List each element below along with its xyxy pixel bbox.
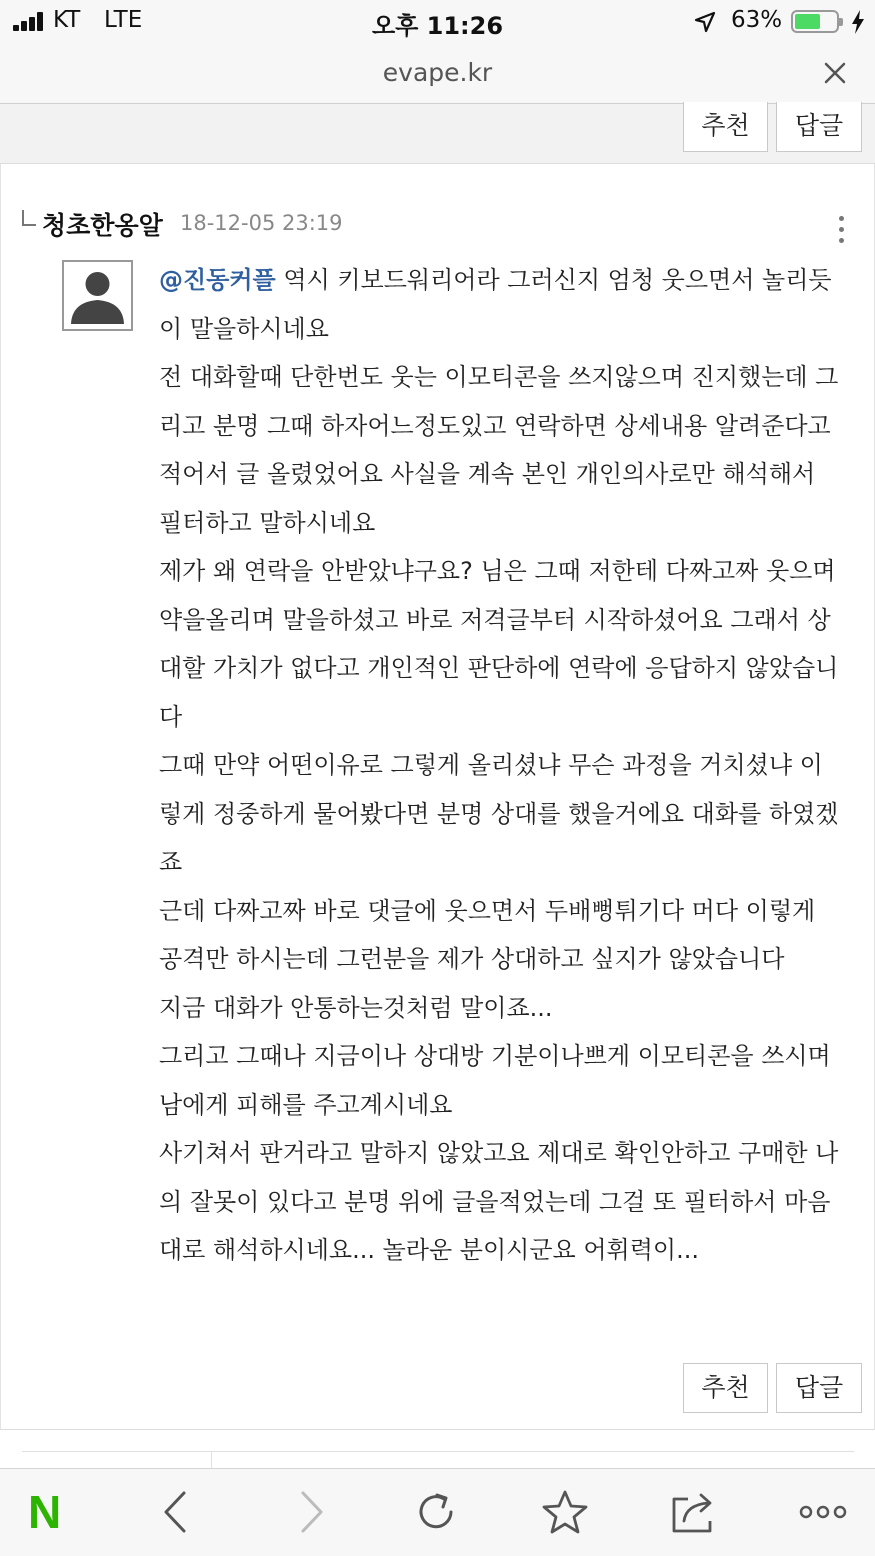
comment-author[interactable]: 청초한옹알 xyxy=(42,211,163,240)
divider xyxy=(22,1451,854,1452)
reload-icon[interactable] xyxy=(411,1487,461,1537)
battery-icon xyxy=(791,10,839,33)
network-label: LTE xyxy=(104,7,143,33)
charging-bolt-icon xyxy=(851,10,865,34)
battery-percent: 63% xyxy=(731,7,783,33)
browser-toolbar xyxy=(0,1468,875,1556)
reply-button[interactable]: 답글 xyxy=(776,102,862,152)
back-icon[interactable] xyxy=(152,1487,202,1537)
url-text[interactable]: evape.kr xyxy=(382,58,493,87)
comment-date: 18-12-05 23:19 xyxy=(180,211,343,235)
mention-link[interactable]: @진동커플 xyxy=(159,266,276,294)
bookmark-star-icon[interactable] xyxy=(540,1487,590,1537)
recommend-button[interactable]: 추천 xyxy=(683,102,768,152)
reply-indent-icon xyxy=(22,210,36,226)
recommend-button[interactable]: 추천 xyxy=(683,1363,768,1413)
status-bar xyxy=(0,0,875,44)
address-bar[interactable] xyxy=(0,44,875,104)
close-icon[interactable] xyxy=(820,58,850,88)
forward-icon[interactable] xyxy=(285,1487,335,1537)
comment-body xyxy=(159,256,839,1275)
location-arrow-icon xyxy=(694,11,716,33)
avatar[interactable] xyxy=(62,260,133,331)
comment-text: 역시 키보드워리어라 그러신지 엄청 웃으면서 놀리듯이 말을하시네요 전 대화할때 단한번도 웃는 이모티콘을 쓰지않으며 진지했는데 그리고 분명 그때 하자어느정도있고 연락하면 상세내용 알려준다고 적어서 글 올렸었어요 사실을 계속 본인 개인의사로만 해석해서 필터하고 말하시네요 제가 왜 연락을 안받았냐구요? 님은 그때 저한테 다짜고짜 웃으며 약을올리며 말을하셨고 바로 저격글부터 시작하셨어요 그래서 상대할 가치가 없다고 개인적인 판단하에 연락에 응답하지 않았습니다 그때 만약 어떤이유로 그렇게 올리셨냐 무슨 과정을 거치셨냐 이렇게 정중하게 물어봤다면 분명 상대를 했을거에요 대화를 하였겠죠 근데 다짜고짜 바로 댓글에 웃으면서 두배뻥튀기다 머다 이렇게 공격만 하시는데 그런분을 제가 상대하고 싶지가 않았습니다 지금 대화가 안통하는것처럼 말이죠... 그리고 그때나 지금이나 상대방 기분이나쁘게 이모티콘을 쓰시며 남에게 피해를 주고계시네요 사기쳐서 판거라고 말하지 않았고요 제대로 확인안하고 구매한 나의 잘못이 있다고 분명 위에 글을적었는데 그걸 또 필터하서 마음대로 해석하시네요... 놀라운 분이시군요 어휘력이... xyxy=(159,266,839,1264)
default-user-icon xyxy=(64,262,131,329)
battery-level-fill xyxy=(795,14,820,29)
reply-button[interactable]: 답글 xyxy=(776,1363,862,1413)
naver-n-icon[interactable]: N xyxy=(28,1486,62,1538)
clock: 오후 11:26 xyxy=(371,12,504,40)
more-options-icon[interactable] xyxy=(836,216,846,246)
carrier-label: KT xyxy=(53,7,81,33)
previous-comment-actions xyxy=(0,104,875,164)
share-icon[interactable] xyxy=(668,1487,718,1537)
more-icon[interactable] xyxy=(798,1487,848,1537)
